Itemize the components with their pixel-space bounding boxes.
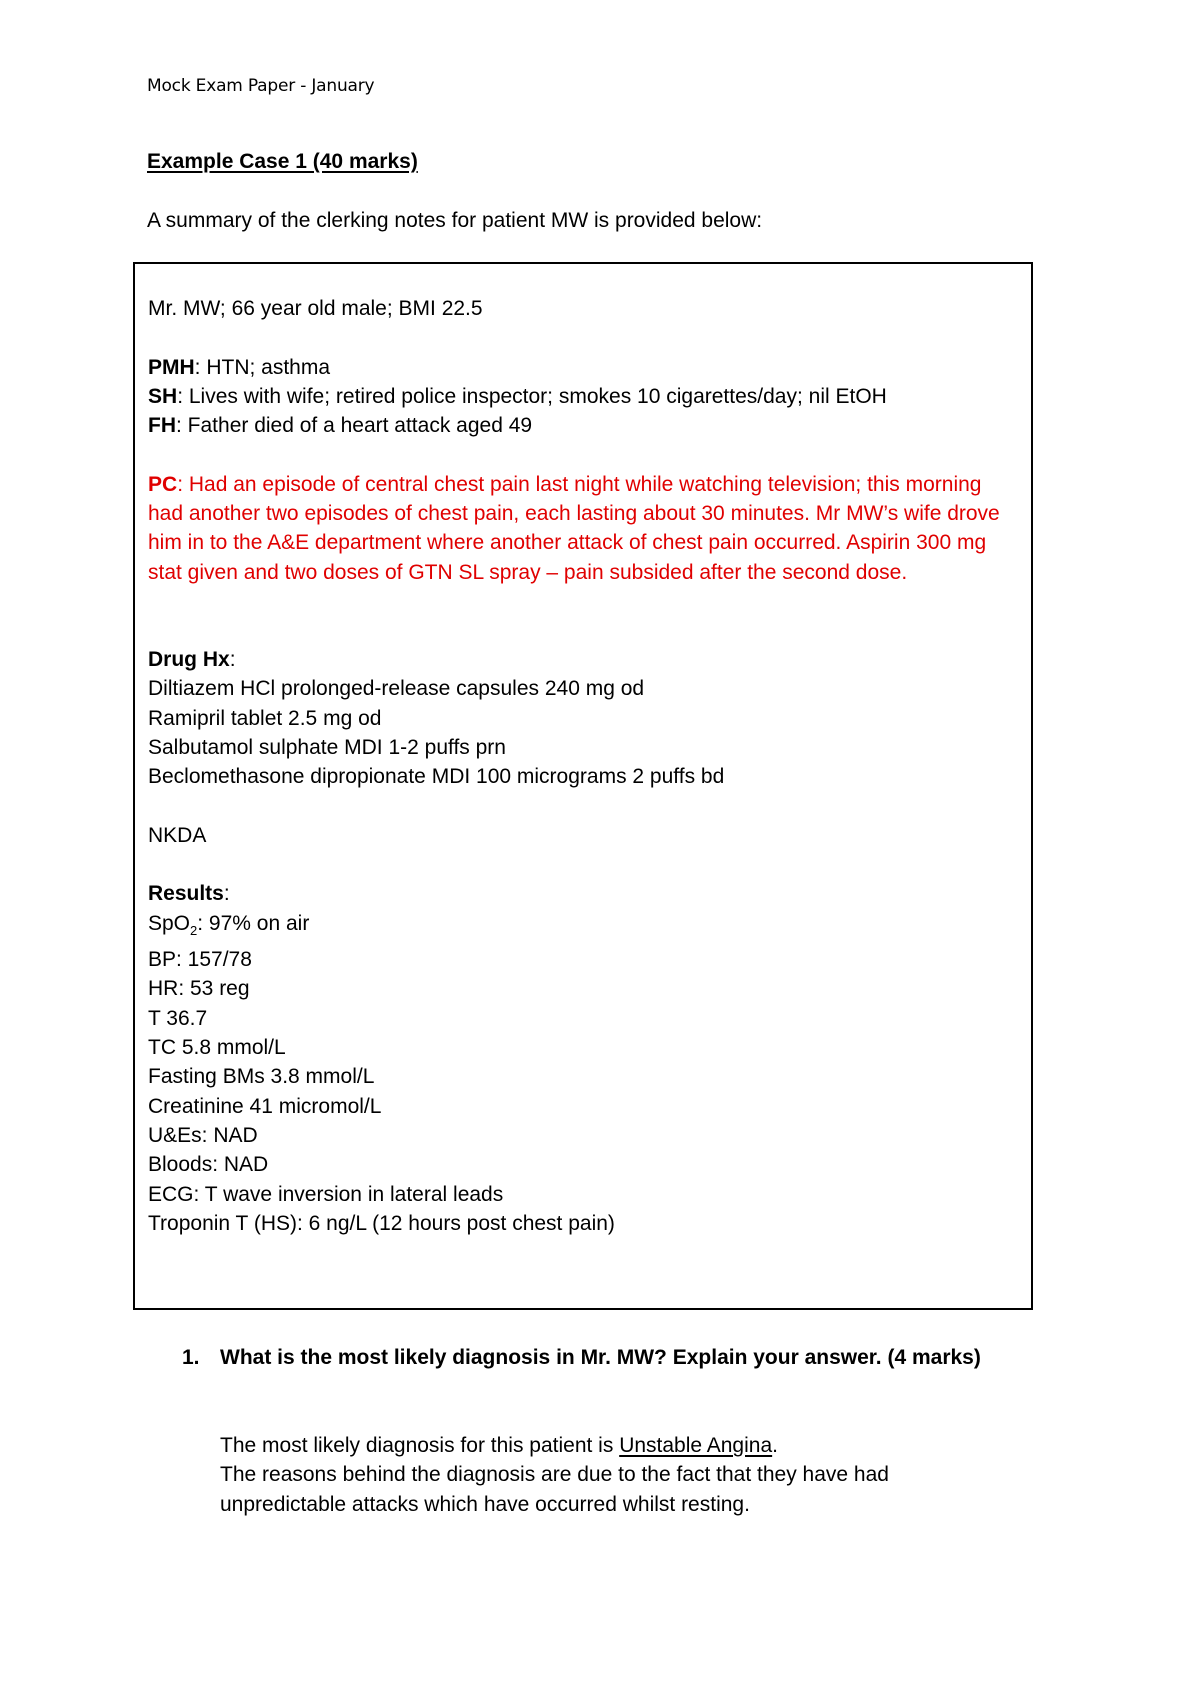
- fh-line: [148, 411, 1018, 440]
- page-header: Mock Exam Paper - January: [147, 76, 375, 96]
- pmh-line: [148, 353, 1018, 382]
- allergy-status: NKDA: [148, 823, 207, 847]
- sh-line: [148, 382, 1018, 411]
- drug-item: Salbutamol sulphate MDI 1-2 puffs prn: [148, 735, 506, 759]
- pc-label: PC: [148, 472, 178, 496]
- drug-item: Ramipril tablet 2.5 mg od: [148, 706, 382, 730]
- result-item: Bloods: NAD: [148, 1153, 269, 1177]
- result-item-spo2: [148, 909, 1018, 945]
- clerking-notes-box: [133, 262, 1033, 1310]
- drug-history-heading: [148, 645, 1018, 674]
- answer-suffix: .: [772, 1434, 778, 1457]
- spo2-value: : 97% on air: [197, 911, 310, 935]
- result-item: Fasting BMs 3.8 mmol/L: [148, 1065, 375, 1089]
- fh-label: FH: [148, 414, 176, 438]
- spo2-prefix: SpO: [148, 911, 191, 935]
- results-colon: :: [223, 882, 230, 906]
- result-item: ECG: T wave inversion in lateral leads: [148, 1182, 504, 1206]
- results-label: Results: [148, 882, 224, 906]
- result-item: Creatinine 41 micromol/L: [148, 1094, 382, 1118]
- answer-text: [220, 1431, 1020, 1519]
- drug-history-colon: :: [229, 647, 236, 671]
- fh-text: : Father died of a heart attack aged 49: [176, 414, 533, 438]
- spo2-subscript: 2: [190, 922, 198, 938]
- clerking-notes-content: [148, 294, 1018, 1238]
- result-item: HR: 53 reg: [148, 977, 250, 1001]
- answer-reason: The reasons behind the diagnosis are due to the fact that they have had unpredictable attacks which have occurred whilst resting.: [220, 1463, 889, 1516]
- sh-text: : Lives with wife; retired police inspector; smokes 10 cigarettes/day; nil EtOH: [177, 384, 887, 408]
- pmh-label: PMH: [148, 355, 195, 379]
- drug-history-label: Drug Hx: [148, 647, 230, 671]
- results-heading: [148, 879, 1018, 908]
- question-number: 1.: [182, 1346, 200, 1369]
- pc-paragraph: [148, 470, 1018, 587]
- answer-diagnosis: Unstable Angina: [619, 1434, 773, 1457]
- answer-prefix: The most likely diagnosis for this patient is: [220, 1434, 620, 1457]
- result-item: U&Es: NAD: [148, 1123, 258, 1147]
- result-item: T 36.7: [148, 1006, 208, 1030]
- patient-summary: Mr. MW; 66 year old male; BMI 22.5: [148, 297, 483, 320]
- sh-label: SH: [148, 384, 178, 408]
- result-item: Troponin T (HS): 6 ng/L (12 hours post chest pain): [148, 1211, 615, 1235]
- drug-item: Diltiazem HCl prolonged-release capsules 240 mg od: [148, 677, 645, 701]
- case-title: Example Case 1 (40 marks): [147, 150, 418, 173]
- pmh-text: : HTN; asthma: [194, 355, 331, 379]
- pc-text: : Had an episode of central chest pain last night while watching television; this morning had another two episodes of chest pain, each lasting about 30 minutes. Mr MW’s wife drove him in to the A&E department where another attack of chest pain occurred. Aspirin 300 mg stat given and two doses of GTN SL spray – pain subsided after the second dose.: [148, 472, 1000, 584]
- result-item: TC 5.8 mmol/L: [148, 1036, 286, 1060]
- question-text: What is the most likely diagnosis in Mr. MW? Explain your answer. (4 marks): [220, 1346, 981, 1369]
- result-item: BP: 157/78: [148, 948, 252, 972]
- drug-item: Beclomethasone dipropionate MDI 100 micrograms 2 puffs bd: [148, 765, 725, 789]
- answer-diagnosis-line: [220, 1431, 1020, 1460]
- case-intro: A summary of the clerking notes for patient MW is provided below:: [147, 209, 763, 232]
